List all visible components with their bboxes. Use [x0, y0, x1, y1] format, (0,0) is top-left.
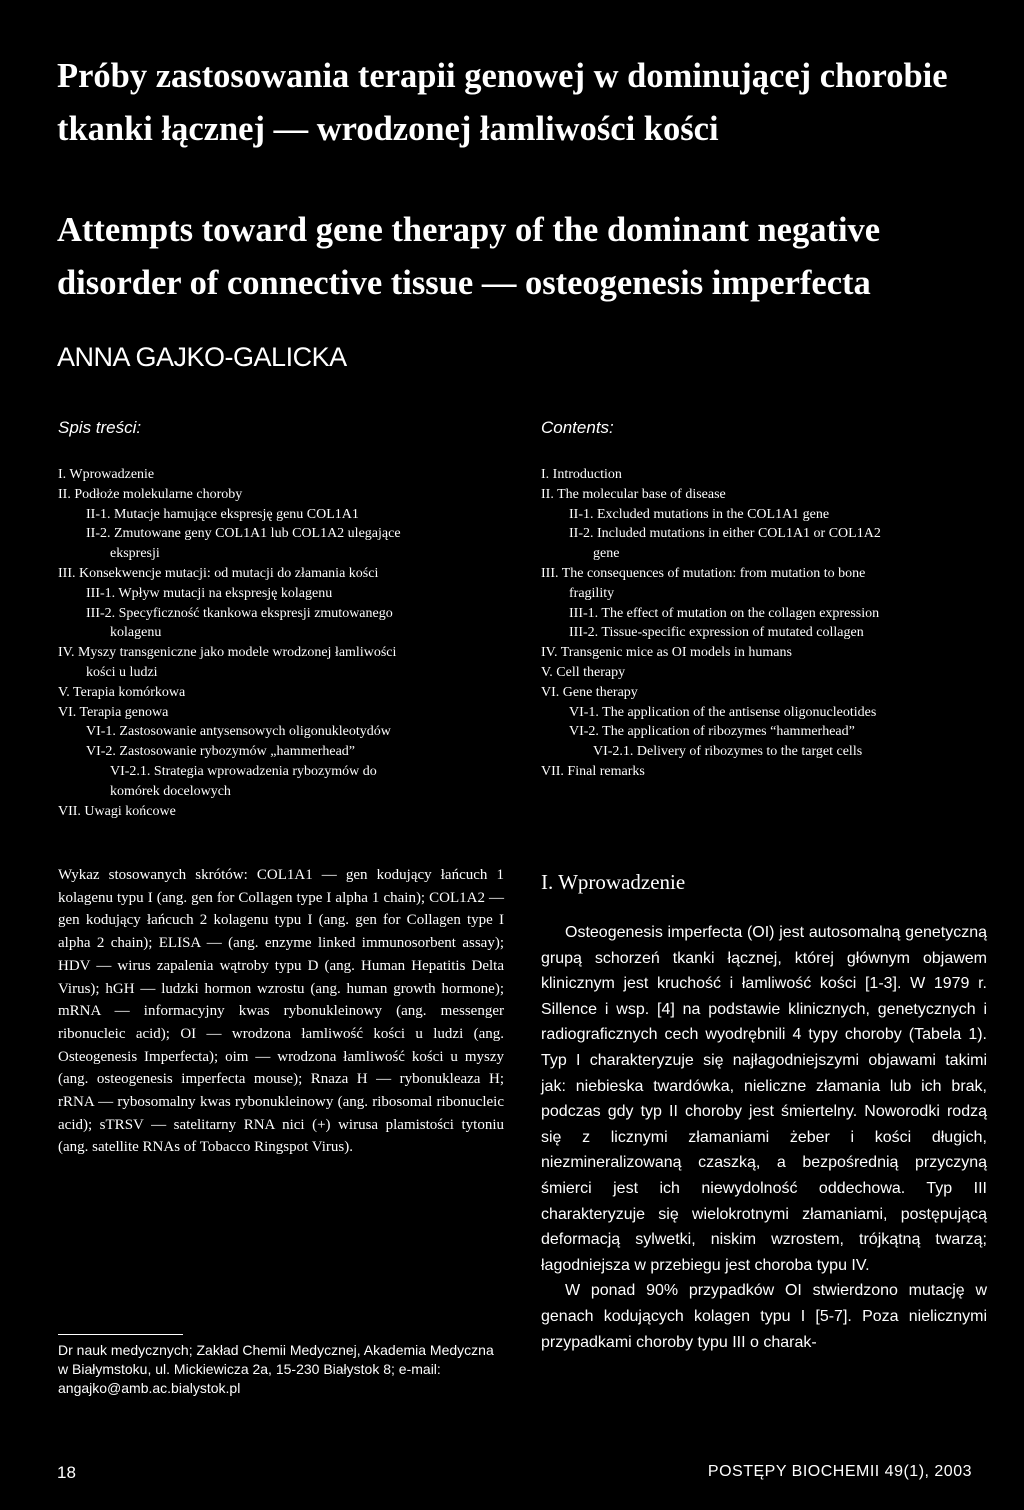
- journal-citation: POSTĘPY BIOCHEMII 49(1), 2003: [707, 1463, 972, 1480]
- toc-item: ekspresji: [110, 546, 160, 562]
- toc-item: V. Cell therapy: [541, 664, 626, 680]
- toc-item: I. Wprowadzenie: [58, 467, 155, 482]
- title-polish: Próby zastosowania terapii genowej w dominującej chorobie tkanki łącznej — wrodzonej łamliwości kości: [57, 57, 948, 148]
- title-english: Attempts toward gene therapy of the dominant negative disorder of connective tissue — osteogenesis imperfecta: [57, 211, 881, 302]
- toc-en-heading: Contents:: [541, 418, 614, 437]
- toc-pl-heading: Spis treści:: [58, 418, 142, 437]
- toc-item: VI-2.1. Strategia wprowadzenia rybozymów do: [110, 763, 377, 779]
- toc-item: VI-1. Zastosowanie antysensowych oligonukleotydów: [86, 724, 391, 740]
- toc-item: III-1. Wpływ mutacji na ekspresję kolagenu: [86, 585, 333, 601]
- toc-item: kości u ludzi: [86, 664, 158, 680]
- toc-item: VI-1. The application of the antisense oligonucleotides: [569, 704, 877, 720]
- toc-item: IV. Transgenic mice as OI models in humans: [541, 645, 792, 661]
- toc-item: III. The consequences of mutation: from mutation to bone: [541, 565, 866, 581]
- toc-item: komórek docelowych: [110, 783, 231, 799]
- toc-item: VI. Gene therapy: [541, 684, 638, 700]
- toc-item: VII. Final remarks: [541, 763, 645, 779]
- abbreviation-list: [58, 864, 504, 1159]
- toc-item: IV. Myszy transgeniczne jako modele wrodzonej łamliwości: [58, 645, 397, 661]
- toc-item: III. Konsekwencje mutacji: od mutacji do złamania kości: [58, 565, 379, 581]
- toc-item: II-1. Mutacje hamujące ekspresję genu COL1A1: [86, 506, 359, 522]
- toc-english: [541, 465, 991, 782]
- toc-item: gene: [593, 546, 620, 562]
- toc-item: VI-2. The application of ribozymes “hammerhead”: [569, 724, 855, 740]
- abbreviation-text: COL1A1 — gen kodujący łańcuch 1 kolagenu typu I (ang. gen for Collagen type I alpha 1 chain); COL1A2 — gen kodujący łańcuch 2 kolagenu typu I (ang. gen for Collagen type I alpha 2 chain); ELISA — (ang. enzyme linked immunosorbent assay); HDV — wirus zapalenia wątroby typu D (ang. Human Hepatitis Delta Virus); hGH — ludzki hormon wzrostu (ang. human growth hormone); mRNA — informacyjny kwas rybonukleinowy (ang. messenger ribonucleic acid); OI — wrodzona łamliwość kości u ludzi (ang. Osteogenesis Imperfecta); oim — wrodzona łamliwość kości u myszy (ang. osteogenesis imperfecta mouse); Rnaza H — rybonukleaza H; rRNA — rybosomalny kwas rybonukleinowy (ang. ribosomal ribonucleic acid); sTRSV — satelitarny RNA nici (+) wirusa plamistości tytoniu (ang. satellite RNAs of Tobacco Ringspot Virus).: [58, 867, 504, 1156]
- toc-item: II. Podłoże molekularne choroby: [58, 486, 243, 502]
- author-affiliation: Dr nauk medycznych; Zakład Chemii Medycznej, Akademia Medyczna w Białymstoku, ul. Mickiewicza 2a, 15-230 Białystok 8; e-mail: angajko@amb.ac.bialystok.pl: [58, 1342, 494, 1396]
- page-number: 18: [57, 1463, 76, 1482]
- section-title: I. Wprowadzenie: [541, 870, 686, 894]
- body-paragraph: Osteogenesis imperfecta (OI) jest autosomalną genetyczną grupą schorzeń tkanki łącznej, której głównym objawem klinicznym jest kruchość i łamliwość kości [1-3]. W 1979 r. Sillence i wsp. [4] na podstawie klinicznych, genetycznych i radiograficznych cech wyodrębnili 4 typy choroby (Tabela 1). Typ I charakteryzuje się najłagodniejszymi objawami takimi jak: niebieska twardówka, nieliczne złamania lub ich brak, podczas gdy typ II choroby jest śmiertelny. Noworodki rodzą się z licznymi złamaniami żeber i kości długich, niezmineralizowaną czaszką, a bezpośrednią przyczyną śmierci jest ich niewydolność oddechowa. Typ III charakteryzuje się wielokrotnymi złamaniami, postępującą deformacją sylwetki, niskim wzrostem, trójkątną twarzą; łagodniejsza w przebiegu jest choroba typu IV.: [541, 924, 987, 1274]
- toc-item: I. Introduction: [541, 467, 622, 482]
- abbreviation-label: Wykaz stosowanych skrótów:: [58, 867, 248, 883]
- toc-item: VI. Terapia genowa: [58, 704, 169, 720]
- toc-item: fragility: [569, 585, 615, 601]
- toc-item: III-2. Specyficzność tkankowa ekspresji zmutowanego: [86, 605, 393, 621]
- toc-item: V. Terapia komórkowa: [58, 684, 186, 700]
- footnote-rule: [58, 1334, 183, 1335]
- body-paragraph: W ponad 90% przypadków OI stwierdzono mutację w genach kodujących kolagen typu I [5-7]. Poza nielicznymi przypadkami choroby typu III o charak-: [541, 1282, 987, 1351]
- toc-item: kolagenu: [110, 625, 162, 641]
- toc-item: II-2. Included mutations in either COL1A1 or COL1A2: [569, 526, 881, 542]
- toc-item: II-2. Zmutowane geny COL1A1 lub COL1A2 ulegające: [86, 526, 401, 542]
- toc-item: II. The molecular base of disease: [541, 486, 726, 502]
- toc-item: III-1. The effect of mutation on the collagen expression: [569, 605, 880, 621]
- author-name: ANNA GAJKO-GALICKA: [57, 342, 347, 372]
- toc-item: II-1. Excluded mutations in the COL1A1 gene: [569, 506, 830, 522]
- toc-item: VII. Uwagi końcowe: [58, 803, 176, 819]
- toc-item: III-2. Tissue-specific expression of mutated collagen: [569, 625, 864, 641]
- toc-item: VI-2.1. Delivery of ribozymes to the target cells: [593, 744, 863, 760]
- toc-item: VI-2. Zastosowanie rybozymów „hammerhead”: [86, 744, 356, 760]
- body-column: [541, 920, 987, 1355]
- toc-polish: [58, 465, 506, 821]
